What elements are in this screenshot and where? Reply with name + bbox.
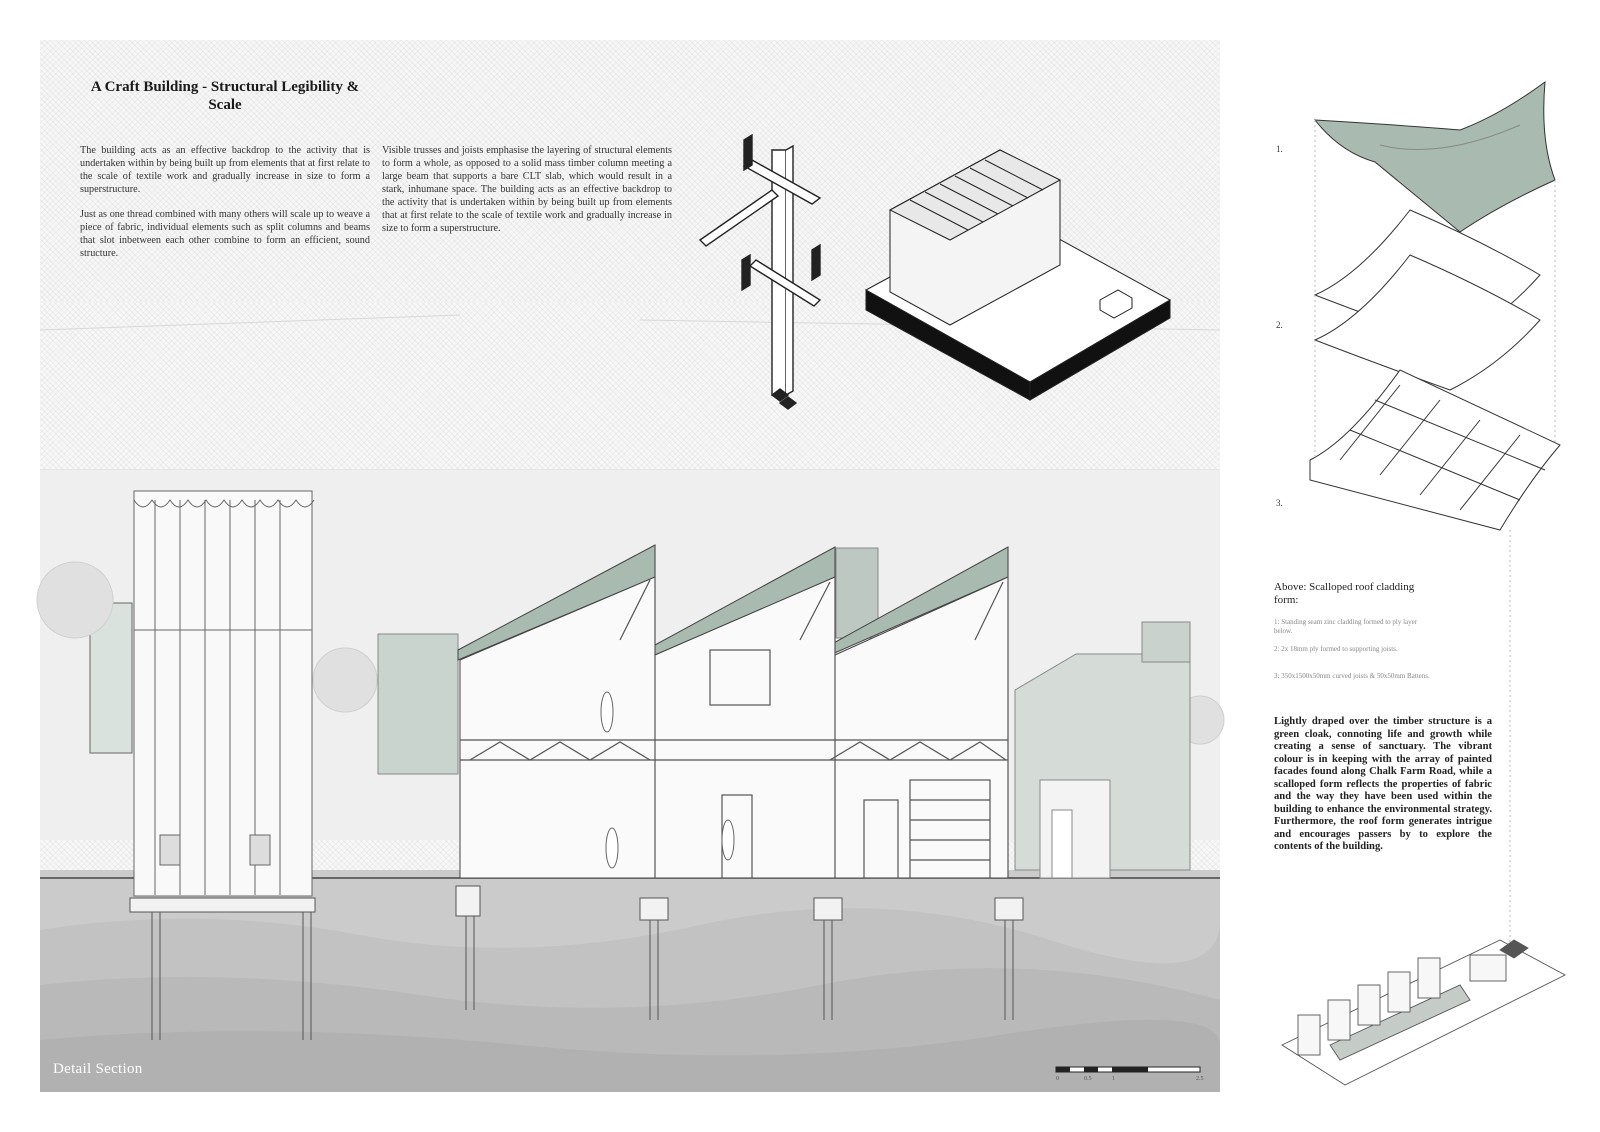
layer-label-3: 3. — [1276, 498, 1283, 508]
roof-caption-title: Above: Scalloped roof cladding form: — [1274, 581, 1415, 606]
scale-tick-label: 0.5 — [1084, 1076, 1092, 1082]
board-title: A Craft Building - Structural Legibility & Scale — [90, 79, 360, 113]
layer-label-2: 2. — [1276, 320, 1283, 330]
section-label: Detail Section — [53, 1061, 143, 1077]
roof-spec-3: 3: 350x1500x50mm curved joists & 50x50mm Battens. — [1274, 672, 1430, 680]
intro-column-2 — [382, 144, 672, 247]
roof-spec-2: 2: 2x 18mm ply formed to supporting joists. — [1274, 645, 1398, 653]
intro-paragraph: Just as one thread combined with many others will scale up to weave a piece of fabric, individual elements such as split columns and beams that slot inbetween each other combine to form an efficient, sound structure. — [80, 209, 370, 259]
site-axo — [1282, 940, 1565, 1085]
scale-tick-label: 0 — [1056, 1076, 1059, 1082]
layer-label-1: 1. — [1276, 144, 1283, 154]
roof-description: Lightly draped over the timber structure is a green cloak, connoting life and growth while creating a sense of sanctuary. The vibrant colour is in keeping with the array of painted facades found along Chalk Farm Road, while a scalloped form reflects the properties of fabric and the way they have been used within the building to enhance the environmental strategy. Furthermore, the roof form generates intrigue and encourages passers by to explore the contents of the building. — [1274, 716, 1492, 852]
scale-bar — [1056, 1067, 1200, 1072]
intro-paragraph: The building acts as an effective backdrop to the activity that is undertaken within by being built up from elements that at first relate to the scale of textile work and gradually increase in size to form a superstructure. — [80, 145, 370, 195]
intro-paragraph: Visible trusses and joists emphasise the layering of structural elements to form a whole, as opposed to a solid mass timber column meeting a large beam that supports a bare CLT slab, which would result in a stark, inhumane space. The building acts as an effective backdrop to the activity that is undertaken within by being built up from elements that at first relate to the scale of textile work and gradually increase in size to form a superstructure. — [382, 145, 672, 234]
intro-column-1 — [80, 144, 370, 272]
split-column-axo — [700, 135, 820, 409]
scale-tick-label: 2.5 — [1196, 1076, 1204, 1082]
building-block-axo — [866, 150, 1170, 400]
scale-tick-label: 1 — [1112, 1076, 1115, 1082]
terrace-building — [1040, 780, 1110, 878]
roof-spec-1: 1: Standing seam zinc cladding formed to ply layer below. — [1274, 618, 1418, 635]
